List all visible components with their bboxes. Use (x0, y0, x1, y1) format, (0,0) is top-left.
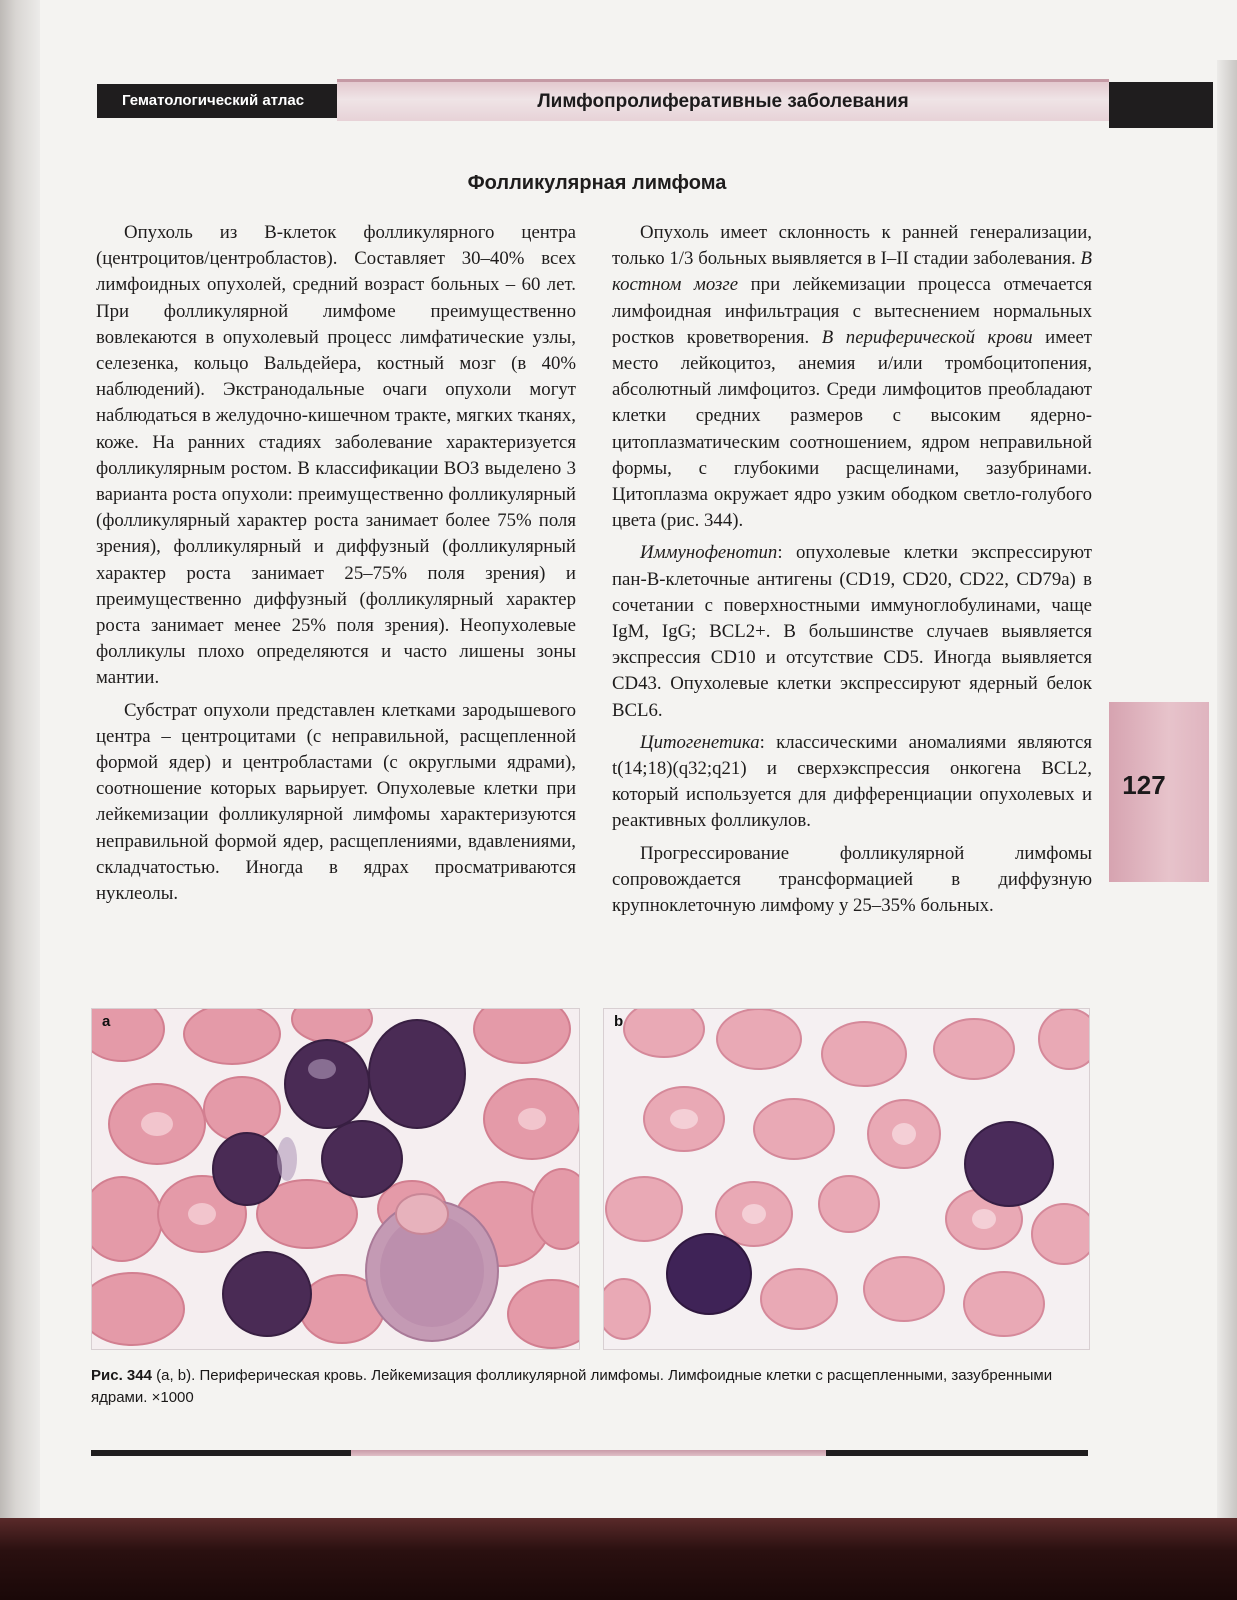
italic-term: В периферической крови (821, 326, 1033, 348)
page-number: 127 (1122, 770, 1166, 800)
text-run: : опухолевые клетки экспрессируют пан-В-клеточные антигены (CD19, CD20, CD22, CD79a) в сочетании с поверхностными иммуноглобулинами, чаще IgM, IgG; BCL2+. В большинстве случаев выявляется экспрессия CD10 и отсутствие CD5. Иногда выявляется CD43. Опухолевые клетки экспрессируют ядерный белок BCL6. (612, 542, 1092, 721)
paragraph (612, 730, 1092, 835)
text-run: при лейкемизации процесса отмечается лимфоидная инфильтрация с вытеснением нормальных ростков кроветворения. (612, 274, 1092, 348)
running-header-book-title: Гематологический атлас (97, 84, 337, 118)
running-header-section: Лимфопролиферативные заболевания (337, 79, 1109, 121)
paragraph: Субстрат опухоли представлен клетками зародышевого центра – центроцитами (с неправильной, расщепленной формой ядер) и центробластами (с округлыми ядрами), соотношение которых варьирует. Опухолевые клетки при лейкемизации фолликулярной лимфомы характеризуются неправильной формой ядер, расщеплениями, вдавлениями, складчатостью. Иногда в ядрах просматриваются нуклеолы. (96, 699, 576, 905)
binding-gutter (0, 0, 40, 1600)
scanner-bottom-edge (0, 1518, 1237, 1600)
footer-rule-right (826, 1450, 1088, 1456)
figure-a-micrograph (91, 1008, 580, 1350)
text-run: Опухоль имеет склонность к ранней генерализации, только 1/3 больных выявляется в I–II стадии заболевания. (612, 222, 1092, 270)
figure-b-micrograph (603, 1008, 1090, 1350)
footer-rule-middle (351, 1450, 826, 1456)
text-run: : классическими аномалиями являются t(14;18)(q32;q21) и сверхэкспрессия онкогена BCL2, который используется для дифференциации опухолевых и реактивных фолликулов. (612, 731, 1092, 832)
text-column-left (96, 220, 576, 907)
blood-smear-image-b (604, 1009, 1089, 1349)
footer-rule-left (91, 1450, 351, 1456)
italic-term: В костном мозге (612, 248, 1092, 296)
figure-label-a: a (102, 1013, 111, 1030)
paragraph (612, 540, 1092, 723)
text-column-right (612, 220, 1092, 919)
page-title: Фолликулярная лимфома (467, 172, 727, 194)
blood-smear-image-a (92, 1009, 579, 1349)
page-edge-shadow (1217, 60, 1237, 1520)
italic-term: Цитогенетика (640, 731, 760, 753)
italic-term: Иммунофенотип (640, 542, 778, 564)
caption-figure-number: Рис. 344 (91, 1367, 152, 1384)
paragraph (612, 220, 1092, 534)
paragraph: Опухоль из В-клеток фолликулярного центра (центроцитов/центробластов). Составляет 30–40% всех лимфоидных опухолей, средний возраст больных – 60 лет. При фолликулярной лимфоме преимущественно вовлекаются в опухолевый процесс лимфатические узлы, селезенка, кольцо Вальдейера, костный мозг (в 40% наблюдений). Экстранодальные очаги опухоли могут наблюдаться в желудочно-кишечном тракте, мягких тканях, коже. На ранних стадиях заболевание характеризуется фолликулярным ростом. В классификации ВОЗ выделено 3 варианта роста опухоли: преимущественно фолликулярный (фолликулярный характер роста занимает более 75% поля зрения), фолликулярный и диффузный (фолликулярный характер роста занимает 25–75% поля зрения) и преимущественно диффузный (фолликулярный характер роста занимает менее 25% поля зрения). Неопухолевые фолликулы плохо определяются и часто лишены зоны мантии. (96, 222, 576, 689)
paragraph: Прогрессирование фолликулярной лимфомы сопровождается трансформацией в диффузную крупноклеточную лимфому у 25–35% больных. (612, 842, 1092, 917)
caption-text: (a, b). Периферическая кровь. Лейкемизация фолликулярной лимфомы. Лимфоидные клетки с расщепленными, зазубренными ядрами. ×1000 (91, 1367, 1053, 1406)
figure-caption (91, 1365, 1091, 1409)
text-run: имеет место лейкоцитоз, анемия и/или тромбоцитопения, абсолютный лимфоцитоз. Среди лимфоцитов преобладают клетки средних размеров с высоким ядерно-цитоплазматическим соотношением, ядром неправильной формы, с глубокими расщелинами, зазубринами. Цитоплазма окружает ядро узким ободком светло-голубого цвета (рис. 344). (612, 326, 1092, 532)
figure-label-b: b (614, 1013, 624, 1030)
header-dark-block (1109, 82, 1213, 128)
